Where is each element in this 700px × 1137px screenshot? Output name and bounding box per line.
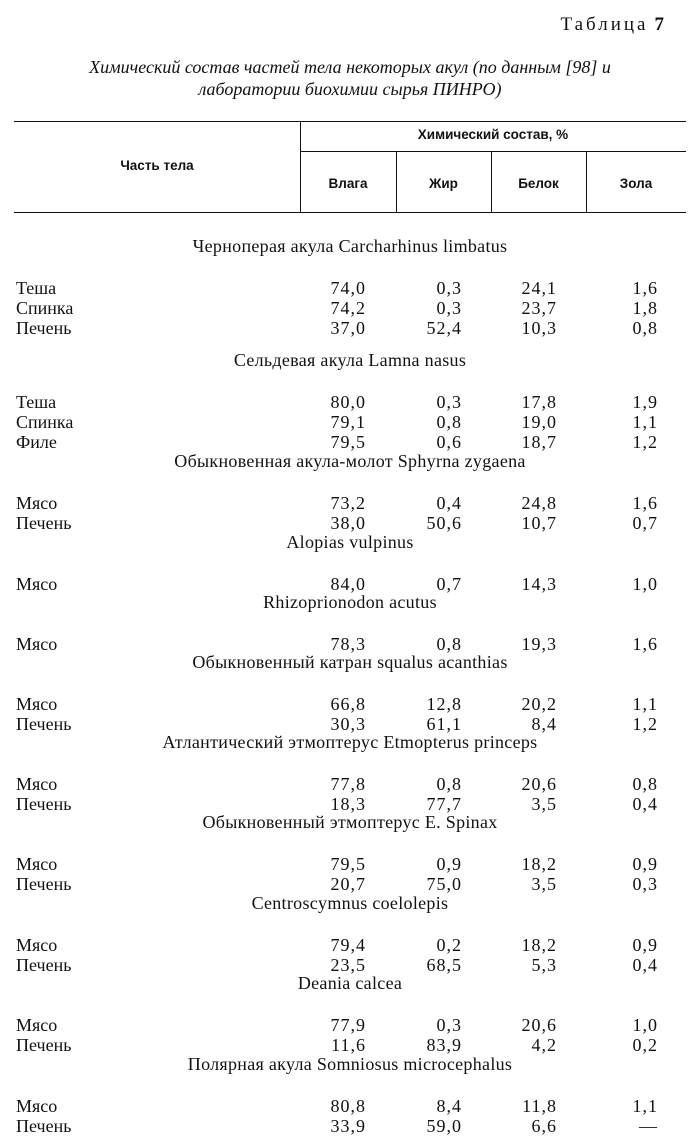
- table-row: [0, 278, 700, 298]
- ash-value: 0,8: [632, 774, 658, 794]
- fat-value: 77,7: [426, 794, 462, 814]
- fat-value: 0,2: [436, 935, 462, 955]
- protein-value: 6,6: [531, 1116, 557, 1136]
- table-row: [0, 935, 700, 955]
- ash-value: 0,2: [632, 1035, 658, 1055]
- fat-value: 12,8: [426, 694, 462, 714]
- header-col-ash: Зола: [619, 176, 653, 191]
- row-part-label: Печень: [16, 1116, 72, 1136]
- protein-value: 19,0: [521, 412, 557, 432]
- table-row: [0, 1116, 700, 1136]
- moisture-value: 11,6: [331, 1035, 366, 1055]
- table-row: [0, 298, 700, 318]
- table-row: [0, 694, 700, 714]
- row-part-label: Мясо: [16, 935, 58, 955]
- table-row: [0, 412, 700, 432]
- table-row: [0, 318, 700, 338]
- fat-value: 0,3: [436, 278, 462, 298]
- row-part-label: Мясо: [16, 694, 58, 714]
- protein-value: 10,7: [521, 513, 557, 533]
- protein-value: 4,2: [531, 1035, 557, 1055]
- row-part-label: Печень: [16, 318, 72, 338]
- row-part-label: Печень: [16, 874, 72, 894]
- row-part-label: Мясо: [16, 1096, 58, 1116]
- protein-value: 18,2: [521, 854, 557, 874]
- header-part-label: Часть тела: [120, 158, 194, 173]
- table-row: [0, 1015, 700, 1035]
- row-part-label: Мясо: [16, 574, 58, 594]
- moisture-value: 33,9: [330, 1116, 366, 1136]
- protein-value: 14,3: [521, 574, 557, 594]
- row-part-label: Мясо: [16, 774, 58, 794]
- table-number: [560, 14, 664, 36]
- protein-value: 18,7: [521, 432, 557, 452]
- ash-value: 1,9: [632, 392, 658, 412]
- section-title: Атлантический этмоптерус Etmopterus princeps: [162, 732, 538, 752]
- moisture-value: 30,3: [330, 714, 366, 734]
- ash-value: 1,0: [632, 574, 658, 594]
- moisture-value: 18,3: [330, 794, 366, 814]
- moisture-value: 79,5: [330, 854, 366, 874]
- row-part-label: Печень: [16, 794, 72, 814]
- ash-value: 0,9: [632, 935, 658, 955]
- protein-value: 8,4: [531, 714, 557, 734]
- fat-value: 0,3: [436, 392, 462, 412]
- moisture-value: 74,0: [330, 278, 366, 298]
- protein-value: 24,8: [521, 493, 557, 513]
- section-title: Rhizoprionodon acutus: [263, 592, 437, 612]
- moisture-value: 73,2: [330, 493, 366, 513]
- protein-value: 20,6: [521, 1015, 557, 1035]
- fat-value: 8,4: [436, 1096, 462, 1116]
- ash-value: 0,9: [632, 854, 658, 874]
- fat-value: 0,6: [436, 432, 462, 452]
- moisture-value: 80,8: [330, 1096, 366, 1116]
- row-part-label: Мясо: [16, 634, 58, 654]
- header-col-protein: Белок: [518, 176, 559, 191]
- protein-value: 19,3: [521, 634, 557, 654]
- header-top-rule: [14, 121, 686, 122]
- row-part-label: Мясо: [16, 493, 58, 513]
- protein-value: 18,2: [521, 935, 557, 955]
- header-group-rule: [300, 151, 686, 152]
- moisture-value: 77,9: [330, 1015, 366, 1035]
- row-part-label: Филе: [16, 432, 57, 452]
- caption-line-2: лаборатории биохимии сырья ПИНРО): [198, 79, 502, 99]
- ash-value: 1,1: [632, 694, 658, 714]
- fat-value: 0,4: [436, 493, 462, 513]
- fat-value: 59,0: [426, 1116, 462, 1136]
- fat-value: 0,3: [436, 1015, 462, 1035]
- ash-value: 1,0: [632, 1015, 658, 1035]
- table-row: [0, 513, 700, 533]
- ash-value: 1,6: [632, 278, 658, 298]
- ash-value: 1,6: [632, 634, 658, 654]
- table-row: [0, 432, 700, 452]
- header-group-label: Химический состав, %: [417, 127, 569, 142]
- table-row: [0, 955, 700, 975]
- section-title: Alopias vulpinus: [286, 532, 414, 552]
- table-row: [0, 854, 700, 874]
- protein-value: 3,5: [531, 794, 557, 814]
- section-title: Сельдевая акула Lamna nasus: [233, 350, 467, 370]
- fat-value: 83,9: [426, 1035, 462, 1055]
- row-part-label: Теша: [16, 278, 57, 298]
- table-row: [0, 1096, 700, 1116]
- table-row: [0, 1035, 700, 1055]
- fat-value: 61,1: [426, 714, 462, 734]
- moisture-value: 38,0: [330, 513, 366, 533]
- row-part-label: Печень: [16, 513, 72, 533]
- fat-value: 52,4: [426, 318, 462, 338]
- row-part-label: Мясо: [16, 1015, 58, 1035]
- moisture-value: 79,5: [330, 432, 366, 452]
- row-part-label: Теша: [16, 392, 57, 412]
- ash-value: 1,1: [632, 412, 658, 432]
- ash-value: 1,8: [632, 298, 658, 318]
- row-part-label: Спинка: [16, 412, 74, 432]
- row-part-label: Печень: [16, 714, 72, 734]
- fat-value: 50,6: [426, 513, 462, 533]
- moisture-value: 37,0: [330, 318, 366, 338]
- moisture-value: 78,3: [330, 634, 366, 654]
- fat-value: 0,8: [436, 412, 462, 432]
- table-label: Таблица: [560, 14, 649, 35]
- ash-value: 1,1: [632, 1096, 658, 1116]
- table-row: [0, 714, 700, 734]
- protein-value: 24,1: [521, 278, 557, 298]
- ash-value: —: [639, 1116, 658, 1136]
- table-row: [0, 574, 700, 594]
- ash-value: 1,2: [632, 432, 658, 452]
- ash-value: 0,7: [632, 513, 658, 533]
- fat-value: 0,8: [436, 774, 462, 794]
- moisture-value: 80,0: [330, 392, 366, 412]
- protein-value: 20,2: [521, 694, 557, 714]
- protein-value: 23,7: [521, 298, 557, 318]
- moisture-value: 66,8: [330, 694, 366, 714]
- moisture-value: 77,8: [330, 774, 366, 794]
- moisture-value: 23,5: [330, 955, 366, 975]
- ash-value: 0,3: [632, 874, 658, 894]
- section-title: Deania calcea: [297, 973, 403, 993]
- section-title: Полярная акула Somniosus microcephalus: [187, 1054, 513, 1074]
- protein-value: 20,6: [521, 774, 557, 794]
- protein-value: 10,3: [521, 318, 557, 338]
- protein-value: 3,5: [531, 874, 557, 894]
- header-col-fat: Жир: [429, 176, 458, 191]
- moisture-value: 79,1: [330, 412, 366, 432]
- fat-value: 0,3: [436, 298, 462, 318]
- caption-line-1: Химический состав частей тела некоторых акул (по данным [98] и: [89, 57, 611, 77]
- protein-value: 5,3: [531, 955, 557, 975]
- fat-value: 75,0: [426, 874, 462, 894]
- ash-value: 0,4: [632, 955, 658, 975]
- ash-value: 0,4: [632, 794, 658, 814]
- ash-value: 1,2: [632, 714, 658, 734]
- header-col-moisture: Влага: [328, 176, 368, 191]
- protein-value: 17,8: [521, 392, 557, 412]
- table-caption: [10, 56, 690, 100]
- row-part-label: Мясо: [16, 854, 58, 874]
- fat-value: 0,8: [436, 634, 462, 654]
- row-part-label: Печень: [16, 955, 72, 975]
- row-part-label: Печень: [16, 1035, 72, 1055]
- ash-value: 1,6: [632, 493, 658, 513]
- section-title: Обыкновенный катран squalus acanthias: [192, 652, 508, 672]
- table-row: [0, 493, 700, 513]
- table-row: [0, 874, 700, 894]
- row-part-label: Спинка: [16, 298, 74, 318]
- moisture-value: 79,4: [330, 935, 366, 955]
- moisture-value: 84,0: [330, 574, 366, 594]
- moisture-value: 74,2: [330, 298, 366, 318]
- table-row: [0, 774, 700, 794]
- section-title: Обыкновенный этмоптерус E. Spinax: [202, 812, 498, 832]
- section-title: Обыкновенная акула-молот Sphyrna zygaena: [174, 451, 526, 471]
- table-row: [0, 794, 700, 814]
- table-row: [0, 392, 700, 412]
- section-title: Centroscymnus coelolepis: [251, 893, 449, 913]
- protein-value: 11,8: [522, 1096, 557, 1116]
- section-title: Черноперая акула Carcharhinus limbatus: [192, 236, 508, 256]
- table-row: [0, 634, 700, 654]
- table-number-value: 7: [654, 14, 664, 35]
- fat-value: 0,7: [436, 574, 462, 594]
- fat-value: 68,5: [426, 955, 462, 975]
- moisture-value: 20,7: [330, 874, 366, 894]
- ash-value: 0,8: [632, 318, 658, 338]
- fat-value: 0,9: [436, 854, 462, 874]
